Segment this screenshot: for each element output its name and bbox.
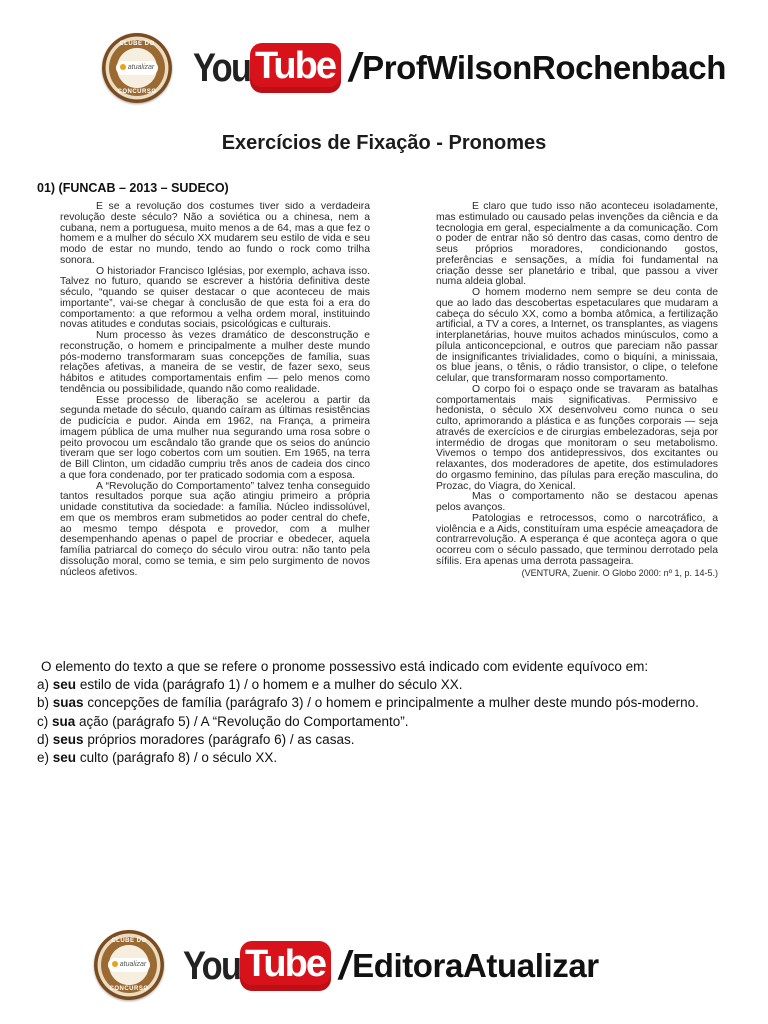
alternative-b[interactable] <box>37 694 730 712</box>
alternative-pronoun: seu <box>52 750 77 766</box>
text-citation: (VENTURA, Zuenir. O Globo 2000: nº 1, p. 14-5.) <box>521 567 718 578</box>
text-paragraph-10: Patologias e retrocessos, como o narcotráfico, a violência e a Aids, constituíram uma espécie ameaçadora de contrarrevolução. A esperança é que aconteça agora o que ocorreu com o século passado, que terminou derrotado pela sífilis. Era apenas uma derrota passageira. <box>436 512 718 567</box>
header-branding <box>0 28 768 118</box>
alternative-letter: e) <box>37 750 50 766</box>
channel-slash: / <box>348 45 361 90</box>
question-identifier: 01) (FUNCAB – 2013 – SUDECO) <box>37 181 229 195</box>
text-paragraph-4: Esse processo de liberação se acelerou a partir da segunda metade do século, quando caíram as últimas resistências de pudicícia e pudor. Ainda em 1962, na França, a primeira imagem pública de uma mulher nua segurando uma rosa sobre o peito provocou um escândalo tão grande que os seios do anúncio tiveram que ser logo cobertos com um soutien. Em 1965, na terra de Bill Clinton, um cidadão cumpriu três anos de cadeia dos cinco a que fora condenado, por ter praticado sodomia com a esposa. <box>60 394 370 481</box>
alternative-pronoun: seu <box>52 677 77 693</box>
logo-middle-text: atualizar <box>108 958 150 972</box>
alternative-c[interactable] <box>37 713 730 731</box>
text-paragraph-5: A “Revolução do Comportamento” talvez tenha conseguido tantos resultados porque sua ação atingiu primeiro a própria unidade constitutiva da sociedade: a família. Núcleo indissolúvel, em que os membros eram submetidos ao poder central do chefe, ao mesmo tempo déspota e provedor, com a mulher desempenhando apenas o papel de procriar e obedecer, aquela família patriarcal do começo do século virou outra: não tanto pela dissolução moral, como se temia, e sim pelo surgimento de novos núcleos afetivos. <box>60 480 370 578</box>
alternative-a[interactable] <box>37 676 730 694</box>
page-title: Exercícios de Fixação - Pronomes <box>221 132 547 154</box>
alternative-d[interactable] <box>37 731 730 749</box>
logo-top-text: CLUBE DO <box>111 938 147 944</box>
alternative-text: concepções de família (parágrafo 3) / o homem e principalmente a mulher deste mundo pós-moderno. <box>87 695 699 711</box>
youtube-logo-tube: Tube <box>240 941 331 991</box>
youtube-channel-link[interactable] <box>183 938 599 994</box>
text-paragraph-3: Num processo às vezes dramático de desconstrução e reconstrução, o homem e principalmente a mulher deste mundo pós-moderno transformaram suas concepções de família, suas relações afetivas, a maneira de se vestir, de fazer sexo, seus hábitos e atitudes comportamentais enfim — pelo menos como tendência ou possibilidade, quando não como realidade. <box>60 330 370 395</box>
channel-name: EditoraAtualizar <box>352 947 599 984</box>
alternative-text: estilo de vida (parágrafo 1) / o homem e a mulher do século XX. <box>79 677 463 693</box>
alternative-pronoun: seus <box>52 731 84 747</box>
youtube-logo-you: You <box>193 45 251 90</box>
youtube-logo-you: You <box>183 943 241 988</box>
alternative-pronoun: sua <box>52 713 76 729</box>
footer-branding <box>0 926 768 1016</box>
question-stem: O elemento do texto a que se refere o pronome possessivo está indicado com evidente equívoco em: <box>41 659 649 674</box>
alternative-letter: a) <box>37 677 50 693</box>
channel-name: ProfWilsonRochenbach <box>362 49 726 86</box>
text-paragraph-6: É claro que tudo isso não aconteceu isoladamente, mas estimulado ou causado pelas invenções da ciência e da tecnologia em geral, especialmente a da comunicação. Com o poder de entrar não só dentro das casas, como dentro de seus próprios moradores, condicionando gostos, preferências e sensações, a mídia foi fundamental na criação desse ser planetário e tribal, que passou a viver numa aldeia global. <box>436 202 718 288</box>
text-paragraph-2: O historiador Francisco Iglésias, por exemplo, achava isso. Talvez no futuro, quando se escrever a história definitiva deste século, “quando se quiser destacar o que aconteceu de mais importante”, vai-se chegar à conclusão de que esta foi a era do comportamento: a que reformou a velha ordem moral, instituindo novas atitudes e condutas sociais, psicológicas e culturais. <box>60 265 370 331</box>
alternative-letter: c) <box>37 713 49 729</box>
youtube-logo-tube: Tube <box>250 43 341 93</box>
text-column-left <box>60 202 370 634</box>
alternative-e[interactable] <box>37 749 730 767</box>
text-paragraph-8: O corpo foi o espaço onde se travaram as batalhas comportamentais mais significativas. Permissivo e hedonista, o século XX desenvolveu como nunca o seu culto, aprimorando a plástica e as funções corporais — seja através de exercícios e de cirurgias embelezadoras, seja por intermédio de drogas que monitoram o seu metabolismo. Vivemos o tempo dos antidepressivos, dos excitantes ou relaxantes, dos moderadores de apetite, dos estimuladores do orgasmo feminino, das pílulas para ereção masculina, do Prozac, do Viagra, do Xenical. <box>436 383 718 492</box>
alternative-text: ação (parágrafo 5) / A “Revolução do Comportamento”. <box>79 713 409 729</box>
logo-middle-text: atualizar <box>116 61 158 75</box>
text-column-right <box>436 202 718 634</box>
alternative-text: próprios moradores (parágrafo 6) / as casas. <box>87 731 355 747</box>
clube-do-concurso-logo <box>102 33 172 103</box>
question-block <box>37 658 730 767</box>
alternative-letter: d) <box>37 731 50 747</box>
logo-bottom-text: CONCURSO <box>109 986 149 992</box>
logo-top-text: CLUBE DO <box>119 41 155 47</box>
clube-do-concurso-logo <box>94 930 164 1000</box>
text-paragraph-7: O homem moderno nem sempre se deu conta de que ao lado das descobertas espetaculares que mudaram a cabeça do século XX, como a bomba atômica, a fertilização artificial, a TV a cores, a Internet, os transplantes, as viagens interplanetárias, houve muitos achados minúsculos, como a pílula anticoncepcional, e outros que pareciam não passar de insignificantes trivialidades, como o biquíni, a minissaia, os blue jeans, o tênis, o rádio transistor, o clipe, o telefone celular, que transformaram nosso comportamento. <box>436 287 718 384</box>
youtube-channel-link[interactable] <box>193 40 726 96</box>
text-paragraph-1: E se a revolução dos costumes tiver sido a verdadeira revolução deste século? Não a soviética ou a chinesa, nem a cubana, nem a portuguesa, muito menos a de 64, mas a que fez o homem e a mulher do século XX mudarem seu estilo de vida e seu modo de estar no mundo, tendo ao fundo o rock como trilha sonora. <box>60 202 370 266</box>
text-paragraph-9: Mas o comportamento não se destacou apenas pelos avanços. <box>436 491 718 513</box>
alternative-letter: b) <box>37 695 50 711</box>
alternative-pronoun: suas <box>52 695 84 711</box>
logo-bottom-text: CONCURSO <box>117 89 157 95</box>
alternative-text: culto (parágrafo 8) / o século XX. <box>79 750 278 766</box>
channel-slash: / <box>338 943 351 988</box>
